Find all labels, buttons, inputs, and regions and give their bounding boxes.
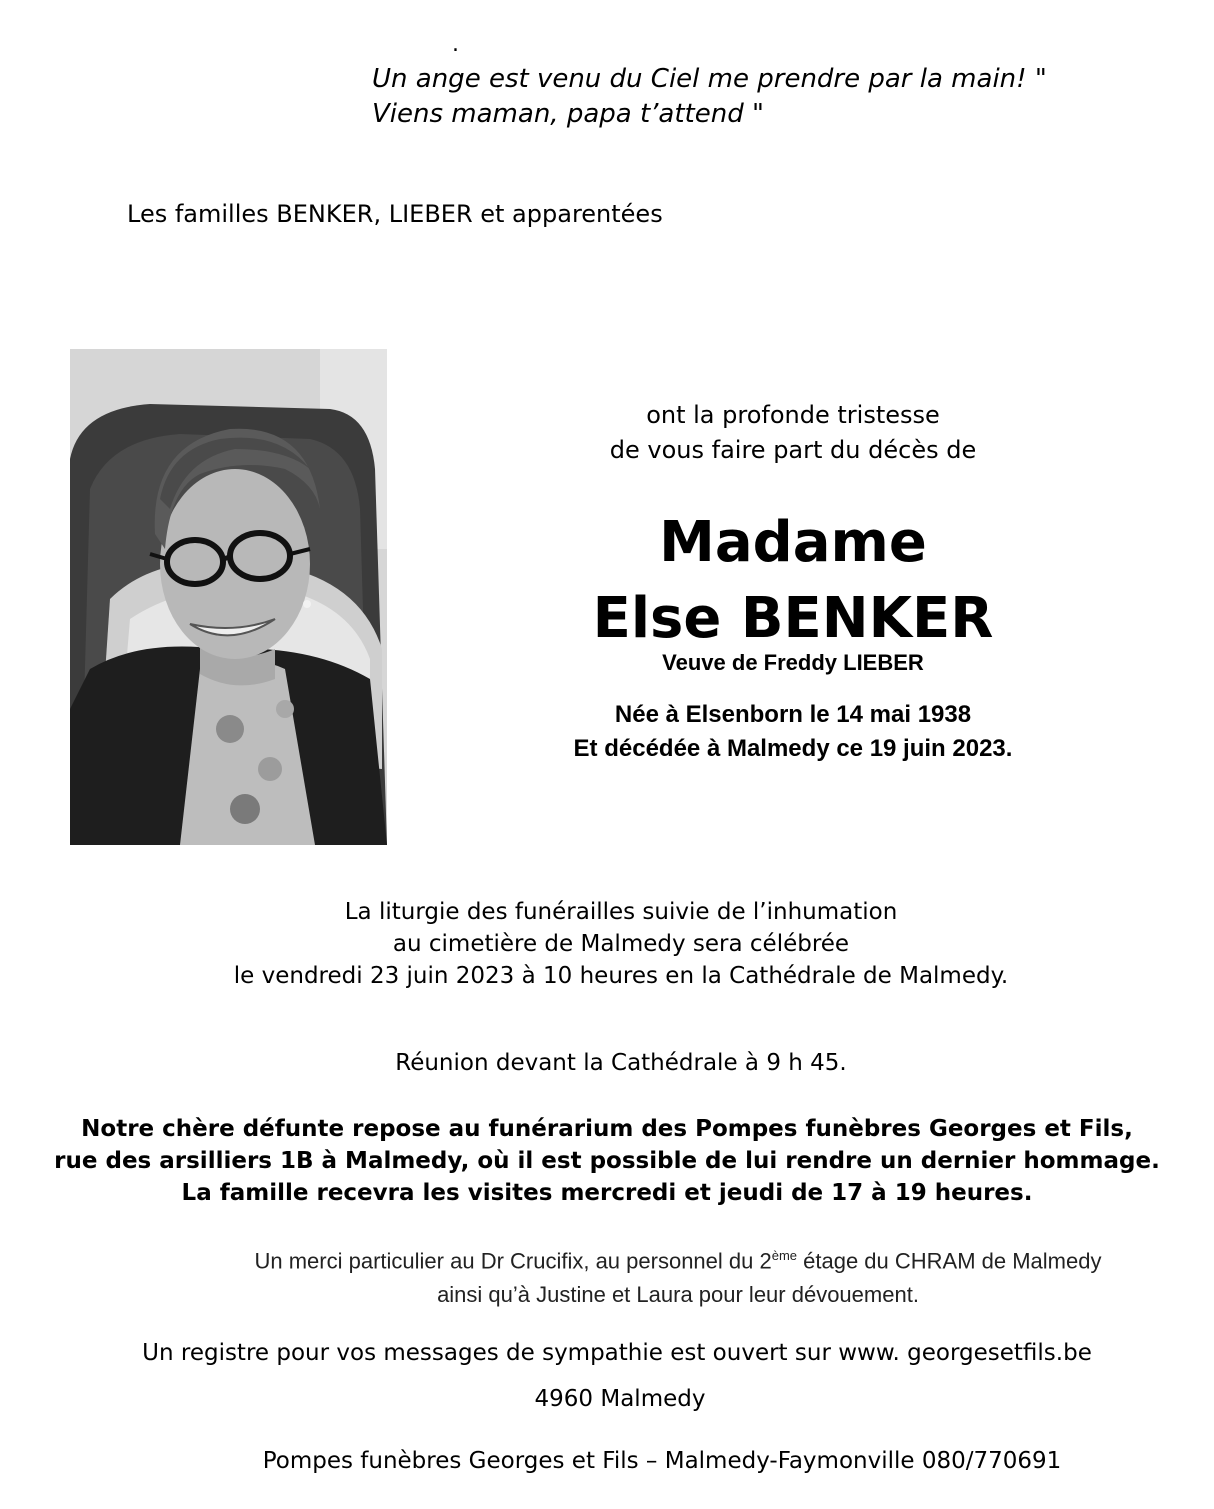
rest-line-3: La famille recevra les visites mercredi et jeudi de 17 à 19 heures. [181,1180,1033,1206]
liturgy-line-1: La liturgie des funérailles suivie de l’inhumation [344,899,898,925]
life-dates [430,698,1156,766]
city-line: 4960 Malmedy [534,1386,706,1412]
meeting-info: Réunion devant la Cathédrale à 9 h 45. [395,1050,847,1076]
families-line: Les familles BENKER, LIEBER et apparentées [127,200,663,228]
rest-line-2: rue des arsilliers 1B à Malmedy, où il est possible de lui rendre un dernier hommage. [54,1148,1160,1174]
quote-line-2: Viens maman, papa t’attend " [372,99,764,129]
portrait-photo [70,349,387,845]
name-title: Madame [659,510,927,575]
birth-date: Née à Elsenborn le 14 mai 1938 [614,701,972,728]
liturgy-info [100,896,1142,992]
funeral-home-footer: Pompes funèbres Georges et Fils – Malmedy-Faymonville 080/770691 [262,1448,1062,1474]
funeral-home-info [40,1113,1174,1209]
rest-line-1: Notre chère défunte repose au funérarium des Pompes funèbres Georges et Fils, [81,1116,1133,1142]
thanks-line-1 [160,1239,1196,1278]
condolence-registry: Un registre pour vos messages de sympathie est ouvert sur www. georgesetfils.be [142,1340,1092,1366]
epitaph-quote [372,62,1047,132]
thanks-line-2: ainsi qu’à Justine et Laura pour leur dévouement. [437,1282,919,1308]
quote-line-1: Un ange est venu du Ciel me prendre par la main! " [372,64,1047,94]
death-date: Et décédée à Malmedy ce 19 juin 2023. [573,735,1013,762]
thanks-line-1b: étage du CHRAM de Malmedy [797,1248,1102,1274]
portrait-photo-icon [70,349,387,845]
thanks-superscript: ème [771,1248,798,1263]
widow-of: Veuve de Freddy LIEBER [662,650,924,675]
intro-line-1: ont la profonde tristesse [646,401,940,429]
intro-line-2: de vous faire part du décès de [609,436,977,464]
deceased-name [430,505,1156,657]
thanks-note [160,1239,1196,1312]
liturgy-line-3: le vendredi 23 juin 2023 à 10 heures en la Cathédrale de Malmedy. [233,963,1009,989]
thanks-line-1a: Un merci particulier au Dr Crucifix, au personnel du 2 [254,1248,772,1274]
liturgy-line-2: au cimetière de Malmedy sera célébrée [392,931,850,957]
name-full: Else BENKER [592,586,994,651]
announcement-intro [430,398,1156,468]
header-dot: . [452,32,459,57]
